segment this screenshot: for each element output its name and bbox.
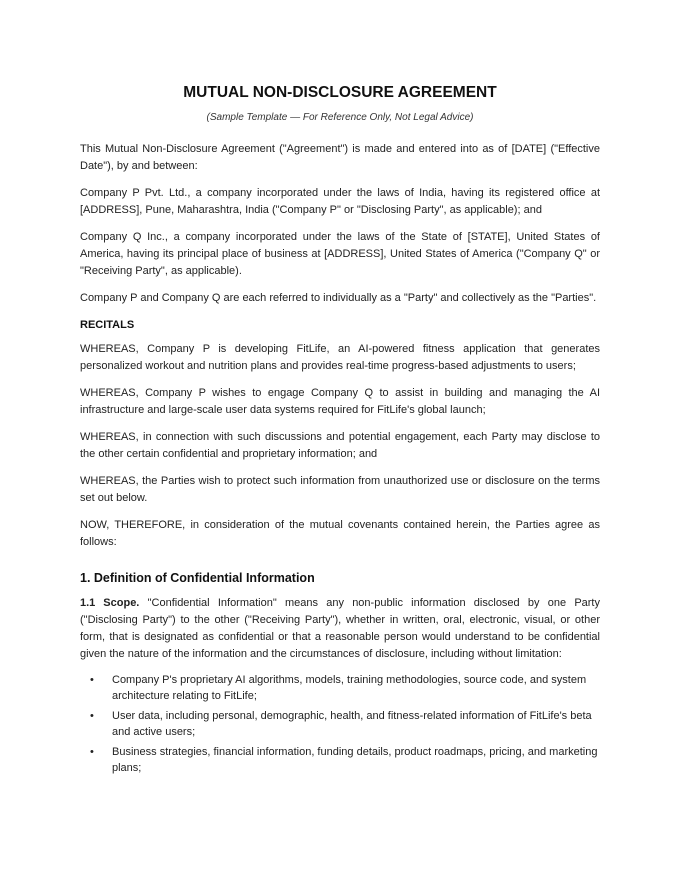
- clause-text: "Confidential Information" means any non-public information disclosed by one Party ("Disclosing Party") to the other ("Receiving Party"), whether in written, oral, electronic, visual, or other form, that is designated as confidential or that a reasonable person would understand to be confidential given the nature of the information and the circumstances of disclosure, including without limitation:: [80, 597, 600, 660]
- recital-paragraph: WHEREAS, Company P wishes to engage Company Q to assist in building and managing the AI infrastructure and large-scale user data systems required for FitLife's global launch;: [80, 387, 600, 416]
- list-item-text: Business strategies, financial information, funding details, product roadmaps, pricing, and marketing plans;: [112, 746, 598, 774]
- list-item: [90, 744, 600, 776]
- clause-paragraph: [80, 595, 600, 663]
- section-heading: 1. Definition of Confidential Information: [80, 571, 315, 585]
- bullet-icon: •: [90, 674, 94, 686]
- list-item-text: User data, including personal, demographic, health, and fitness-related information of FitLife's beta and active users;: [112, 710, 592, 738]
- document-subtitle: (Sample Template — For Reference Only, Not Legal Advice): [206, 112, 474, 123]
- document-title: MUTUAL NON-DISCLOSURE AGREEMENT: [183, 84, 497, 101]
- clause-title: Scope.: [103, 597, 140, 609]
- intro-paragraph: Company P and Company Q are each referred to individually as a "Party" and collectively as the "Parties".: [80, 292, 597, 304]
- recitals-heading: RECITALS: [80, 319, 135, 331]
- recital-paragraph: NOW, THEREFORE, in consideration of the mutual covenants contained herein, the Parties agree as follows:: [80, 519, 600, 548]
- recital-paragraph: WHEREAS, in connection with such discussions and potential engagement, each Party may disclose to the other certain confidential and proprietary information; and: [80, 431, 600, 460]
- bullet-icon: •: [90, 746, 94, 758]
- clause-number: 1.1: [80, 597, 96, 609]
- bullet-icon: •: [90, 710, 94, 722]
- list-item: [90, 708, 600, 740]
- intro-paragraph: Company P Pvt. Ltd., a company incorporated under the laws of India, having its registered office at [ADDRESS], Pune, Maharashtra, India ("Company P" or "Disclosing Party", as applicable); and: [80, 187, 600, 216]
- intro-paragraph: This Mutual Non-Disclosure Agreement ("Agreement") is made and entered into as of [DATE] ("Effective Date"), by and between:: [80, 143, 600, 172]
- list-item-text: Company P's proprietary AI algorithms, models, training methodologies, source code, and system architecture relating to FitLife;: [112, 674, 587, 702]
- bullet-list: [80, 672, 600, 776]
- list-item: [90, 672, 600, 704]
- recital-paragraph: WHEREAS, the Parties wish to protect such information from unauthorized use or disclosure on the terms set out below.: [80, 475, 600, 504]
- recital-paragraph: WHEREAS, Company P is developing FitLife, an AI-powered fitness application that generates personalized workout and nutrition plans and provides real-time progress-based adjustments to users;: [80, 343, 600, 372]
- intro-paragraph: Company Q Inc., a company incorporated under the laws of the State of [STATE], United States of America, having its principal place of business at [ADDRESS], United States of America ("Company Q" or "Receiving Party", as applicable).: [80, 231, 600, 277]
